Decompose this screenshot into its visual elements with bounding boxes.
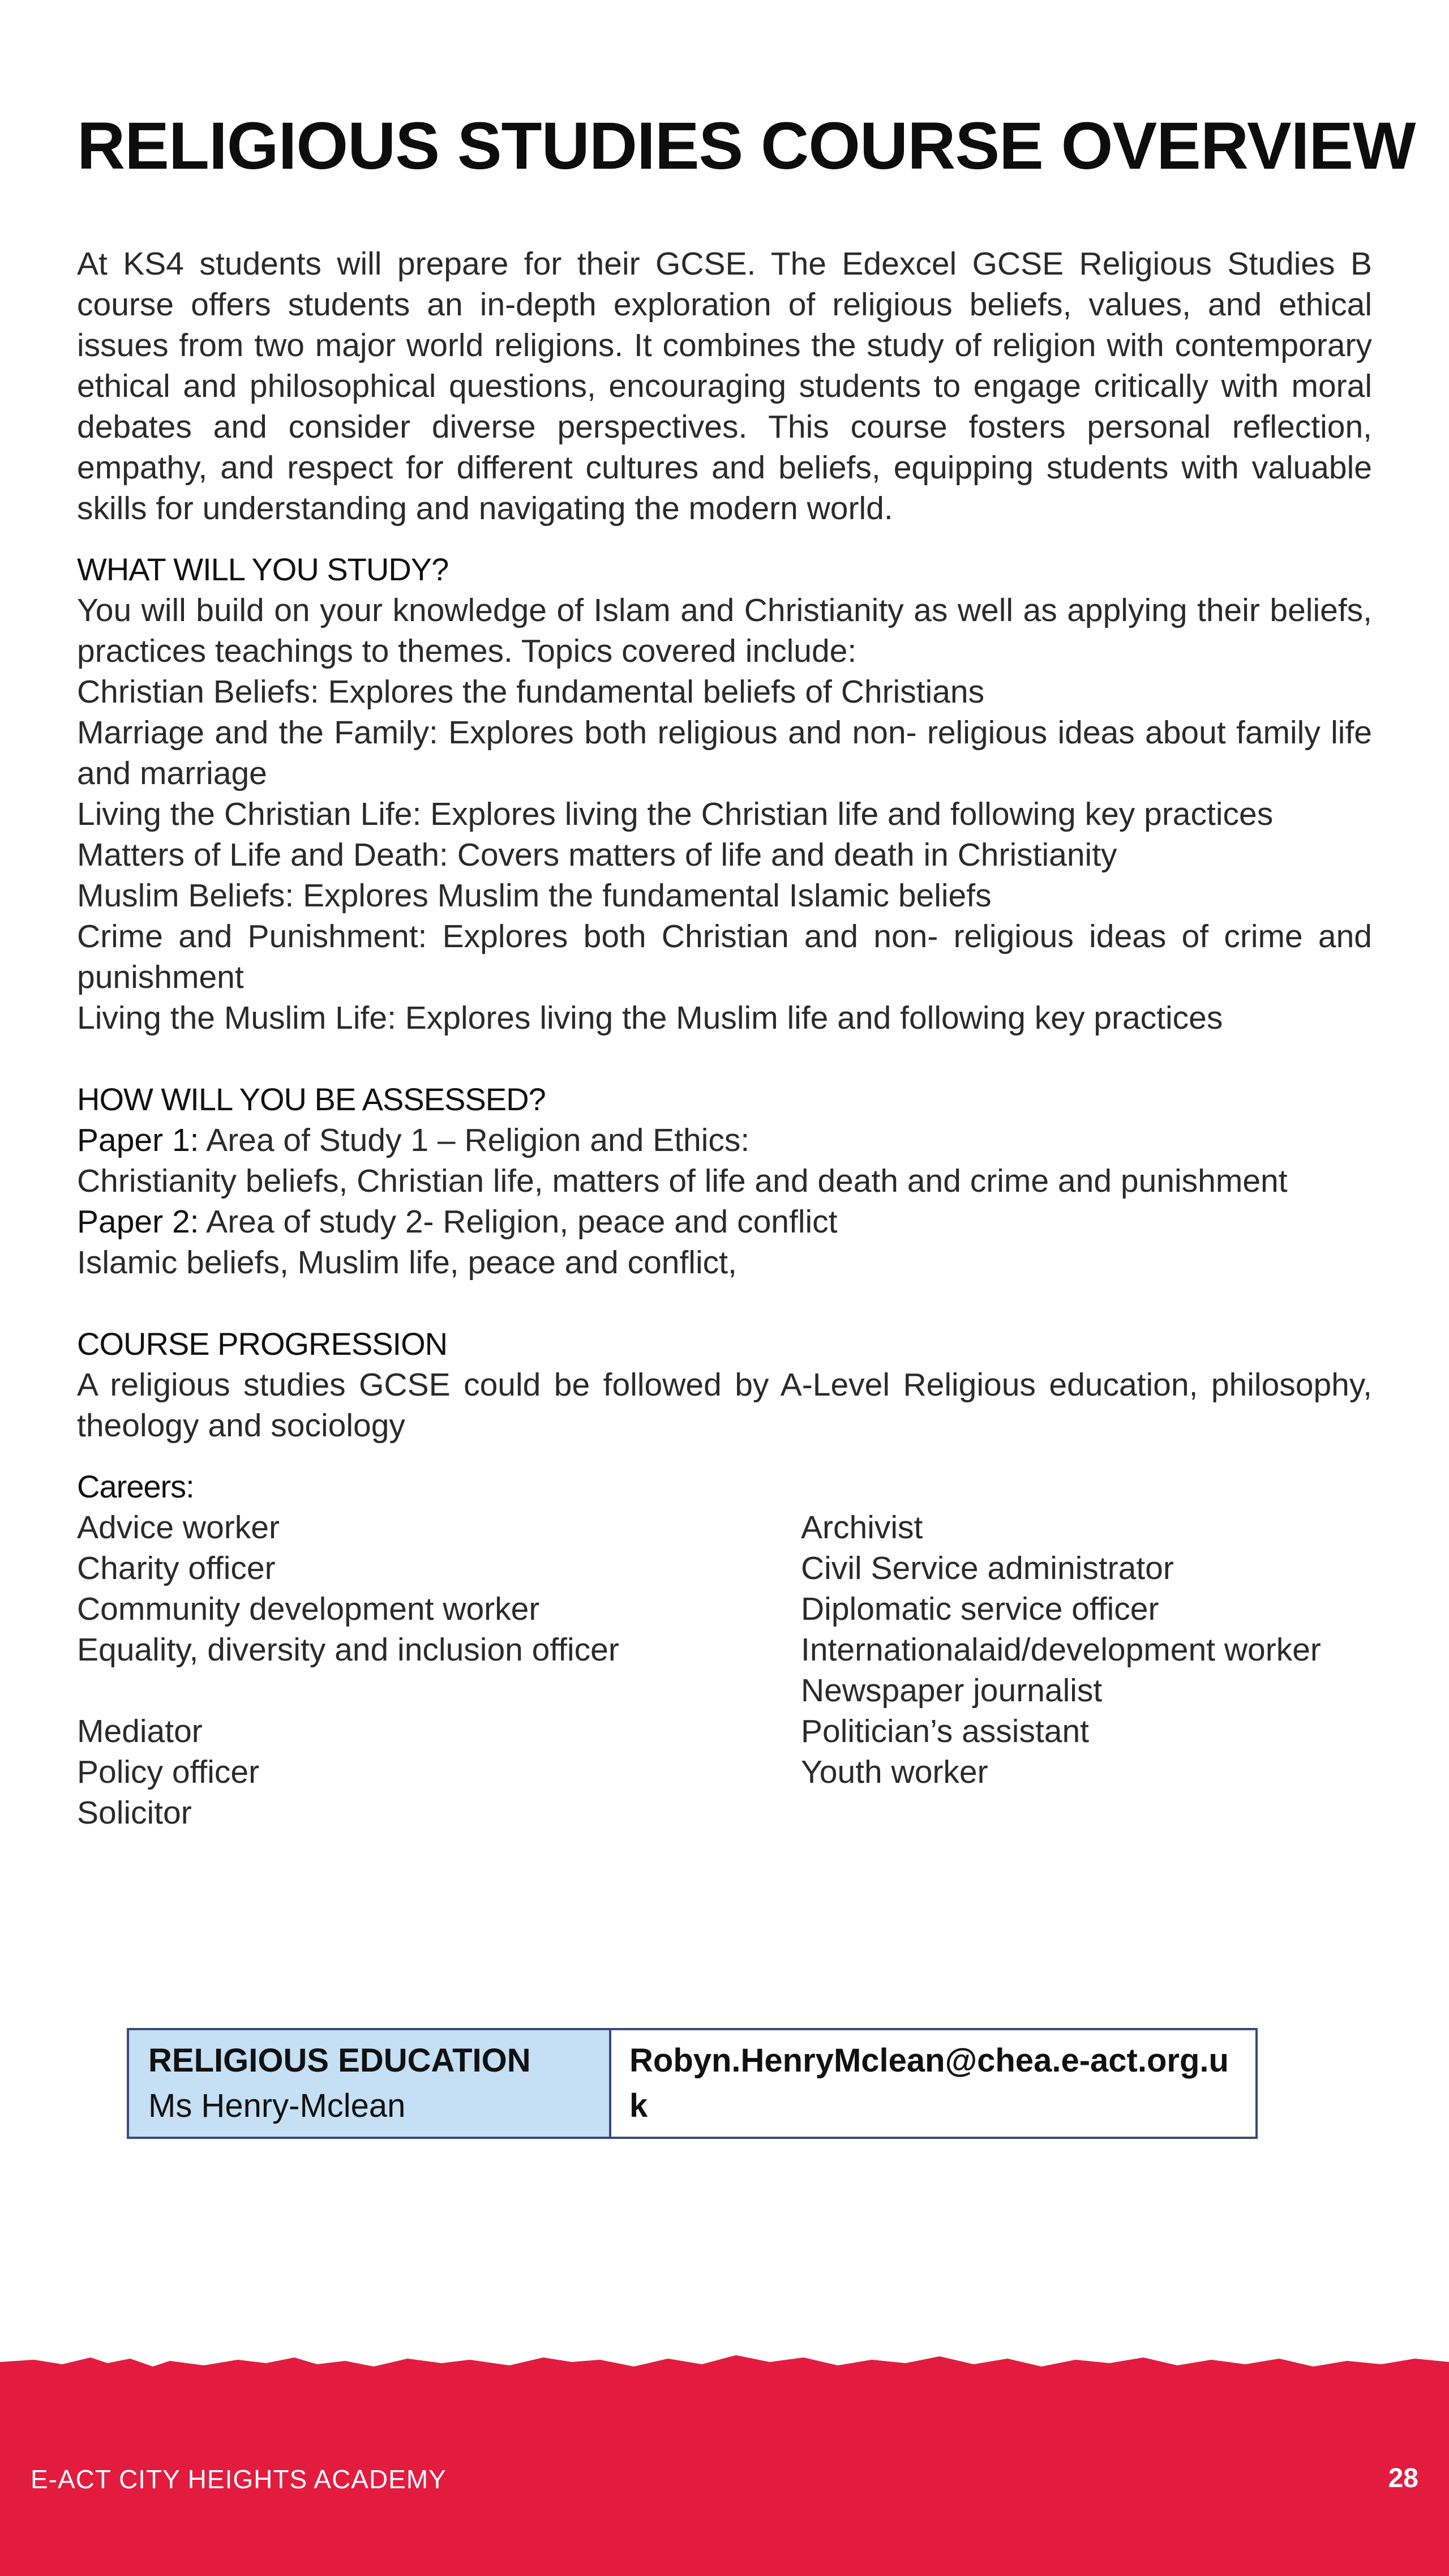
paper2-desc: Islamic beliefs, Muslim life, peace and conflict, xyxy=(77,1244,737,1281)
paper2-label: Paper 2: xyxy=(77,1204,199,1240)
topic-item: Living the Muslim Life: Explores living the Muslim life and following key practices xyxy=(77,1000,1223,1036)
paper2-line xyxy=(77,1201,1372,1242)
topic-list xyxy=(77,671,1372,1038)
career-item: Community development worker xyxy=(77,1591,540,1627)
teacher-name: Ms Henry-Mclean xyxy=(148,2087,406,2124)
department-name: RELIGIOUS EDUCATION xyxy=(148,2042,531,2079)
career-item: Archivist xyxy=(801,1509,923,1546)
footer-band xyxy=(0,2350,1449,2576)
topic-item: Muslim Beliefs: Explores Muslim the fundamental Islamic beliefs xyxy=(77,878,992,914)
contact-department-cell xyxy=(129,2030,611,2137)
career-item: Newspaper journalist xyxy=(801,1672,1103,1709)
career-item: Policy officer xyxy=(77,1754,260,1790)
career-item: Solicitor xyxy=(77,1795,192,1831)
career-item: Charity officer xyxy=(77,1550,276,1586)
page-number: 28 xyxy=(1388,2463,1418,2493)
topic-item: Christian Beliefs: Explores the fundamental beliefs of Christians xyxy=(77,674,985,710)
careers-right-column xyxy=(801,1507,1372,1833)
career-item: Diplomatic service officer xyxy=(801,1591,1159,1627)
paper1-desc: Christianity beliefs, Christian life, matters of life and death and crime and punishment xyxy=(77,1163,1288,1199)
topic-item: Crime and Punishment: Explores both Christian and non- religious ideas of crime and punishment xyxy=(77,918,1372,995)
topic-item: Marriage and the Family: Explores both religious and non- religious ideas about family life and marriage xyxy=(77,714,1372,791)
careers-heading: Careers: xyxy=(77,1469,194,1504)
paper2-title: Area of study 2- Religion, peace and conflict xyxy=(199,1204,838,1240)
career-item: Internationalaid/development worker xyxy=(801,1632,1321,1668)
contact-table xyxy=(127,2028,1258,2139)
footer-school-name: E-ACT CITY HEIGHTS ACADEMY xyxy=(31,2464,447,2494)
topic-item: Living the Christian Life: Explores living the Christian life and following key practices xyxy=(77,796,1274,832)
paper1-label: Paper 1: xyxy=(77,1122,199,1158)
paper1-line xyxy=(77,1120,1372,1161)
main-content xyxy=(77,243,1372,1833)
career-item xyxy=(77,1670,801,1711)
intro-paragraph: At KS4 students will prepare for their GCSE. The Edexcel GCSE Religious Studies B course offers students an in-depth exploration of religious beliefs, values, and ethical issues from two major world religions. It combines the study of religion with contemporary ethical and philosophical questions, encouraging students to engage critically with moral debates and consider diverse perspectives. This course fosters personal reflection, empathy, and respect for different cultures and beliefs, equipping students with valuable skills for understanding and navigating the modern world. xyxy=(77,246,1372,527)
page-title: RELIGIOUS STUDIES COURSE OVERVIEW xyxy=(77,109,1416,183)
career-item: Politician’s assistant xyxy=(801,1713,1090,1749)
careers-list xyxy=(77,1507,1372,1833)
topic-item: Matters of Life and Death: Covers matters of life and death in Christianity xyxy=(77,837,1117,873)
study-intro: You will build on your knowledge of Islam and Christianity as well as applying their beliefs, practices teachings to themes. Topics covered include: xyxy=(77,592,1372,669)
progression-heading: COURSE PROGRESSION xyxy=(77,1326,448,1362)
teacher-email[interactable]: Robyn.HenryMclean@chea.e-act.org.uk xyxy=(629,2042,1229,2124)
assessment-heading: HOW WILL YOU BE ASSESSED? xyxy=(77,1081,546,1117)
career-item: Mediator xyxy=(77,1713,203,1749)
career-item: Youth worker xyxy=(801,1754,988,1790)
paper1-title: Area of Study 1 – Religion and Ethics: xyxy=(199,1122,750,1158)
study-heading: WHAT WILL YOU STUDY? xyxy=(77,551,449,587)
career-item: Civil Service administrator xyxy=(801,1550,1174,1586)
progression-text: A religious studies GCSE could be followed by A-Level Religious education, philosophy, theology and sociology xyxy=(77,1367,1372,1444)
contact-email-cell xyxy=(611,2030,1255,2137)
career-item: Advice worker xyxy=(77,1509,280,1546)
careers-left-column xyxy=(77,1507,801,1833)
career-item: Equality, diversity and inclusion officer xyxy=(77,1632,619,1668)
